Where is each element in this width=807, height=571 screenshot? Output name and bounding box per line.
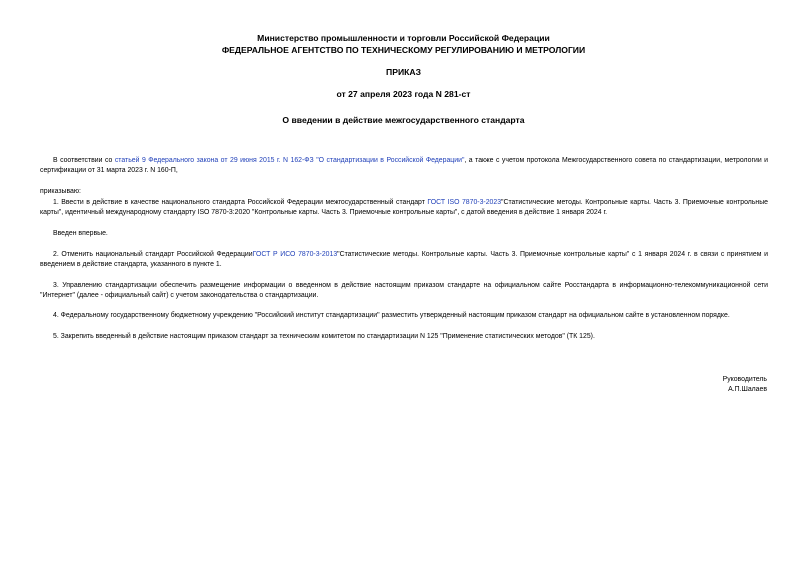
item-4-paragraph: 4. Федеральному государственному бюджетному учреждению "Российский институт стандартизации" разместить утвержденный настоящим приказом стандарт на официальном сайте в установленном порядке. [53, 312, 730, 319]
intro-suffix: , а также с учетом протокола Межгосударственного совета по стандартизации, метрологии и сертификации от 31 марта 2023 г. N 160-П, [40, 157, 769, 174]
item-1-suffix: "Статистические методы. Контрольные карты. Часть 3. Приемочные контрольные карты", идентичный международному стандарту ISO 7870-3:2020 "Контрольные карты. Часть 3. Приемочные контрольные карты", с датой введения в действие 1 января 2024 г. [40, 199, 768, 216]
intro-paragraph [40, 156, 768, 176]
item-1-paragraph [40, 198, 768, 218]
first-time-note: Введен впервые. [53, 230, 108, 237]
agency-heading: ФЕДЕРАЛЬНОЕ АГЕНТСТВО ПО ТЕХНИЧЕСКОМУ РЕГУЛИРОВАНИЮ И МЕТРОЛОГИИ [221, 45, 586, 55]
gost-r-iso-7870-3-2013-link[interactable]: ГОСТ Р ИСО 7870-3-2013 [252, 251, 338, 258]
signature-name: А.П.Шалаев [728, 386, 767, 393]
item-2-suffix: "Статистические методы. Контрольные карты. Часть 3. Приемочные контрольные карты" с 1 января 2024 г. в связи с принятием и введением в действие стандарта, указанного в пункте 1. [40, 251, 769, 268]
doc-type-heading: ПРИКАЗ [386, 67, 421, 77]
item-5-paragraph: 5. Закрепить введенный в действие настоящим приказом стандарт за техническим комитетом по стандартизации N 125 "Применение статистических методов" (ТК 125). [53, 333, 595, 340]
item-3-paragraph: 3. Управлению стандартизации обеспечить размещение информации о введенном в действие настоящим приказом стандарте на официальном сайте Росстандарта в информационно-телекоммуникационной сети "Интернет" (далее - официальный сайт) с учетом законодательства о стандартизации. [40, 282, 768, 299]
federal-law-link[interactable]: статьей 9 Федерального закона от 29 июня 2015 г. N 162-ФЗ "О стандартизации в Российской Федерации" [114, 157, 465, 164]
gost-iso-7870-3-2023-link[interactable]: ГОСТ ISO 7870-3-2023 [427, 199, 502, 206]
item-1-prefix: 1. Ввести в действие в качестве национального стандарта Российской Федерации межгосударственный стандарт [53, 199, 428, 206]
order-word: приказываю: [40, 188, 81, 195]
ministry-heading: Министерство промышленности и торговли Российской Федерации [257, 33, 550, 43]
item-2-prefix: 2. Отменить национальный стандарт Российской Федерации [53, 251, 253, 258]
signature-position: Руководитель [722, 376, 767, 383]
item-2-paragraph [40, 250, 768, 270]
intro-prefix: В соответствии со [53, 157, 115, 164]
document-title: О введении в действие межгосударственного стандарта [282, 115, 525, 125]
date-number-heading: от 27 апреля 2023 года N 281-ст [336, 89, 471, 99]
